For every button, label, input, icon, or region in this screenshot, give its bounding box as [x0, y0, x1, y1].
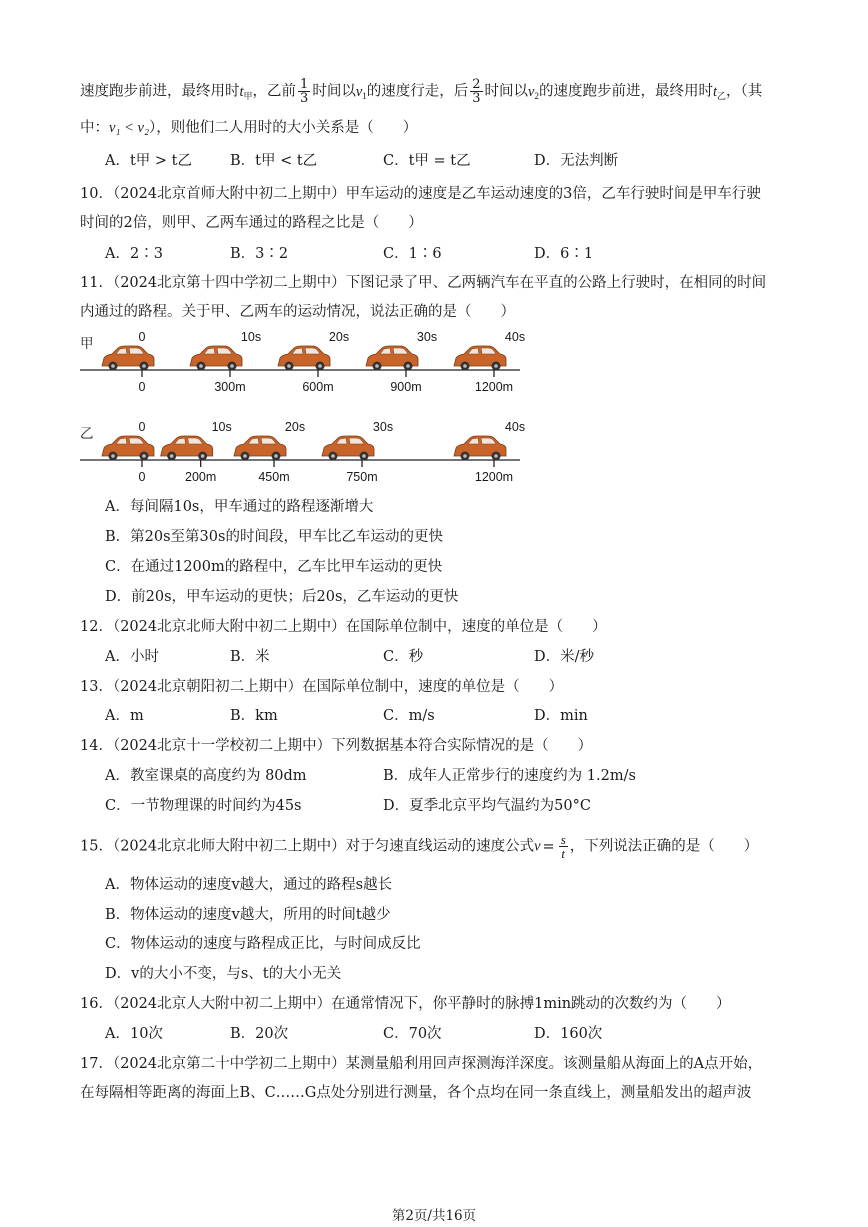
jia-distance-label: 600m	[302, 380, 334, 394]
q10-option-c: C．1∶6	[383, 246, 442, 262]
jia-time-label: 30s	[416, 330, 438, 344]
q11-option-c: C．在通过1200m的路程中，乙车比甲车运动的更快	[105, 559, 443, 575]
fraction-s-over-t: $\frac{s}{t}$	[560, 832, 566, 861]
jia-car	[366, 346, 418, 371]
q15-line-1: 15．（2024北京北师大附中初二上期中）对于匀速直线运动的速度公式v = $\frac{s}{t}$ ，下列说法正确的是（ ）	[80, 832, 759, 861]
q16-line-1: 16．（2024北京人大附中初二上期中）在通常情况下，你平静时的脉搏1min跳动的次数约为（ ）	[80, 996, 731, 1012]
yi-distance-label: 1200m	[474, 470, 514, 484]
jia-distance-label: 300m	[214, 380, 246, 394]
fraction-one-third: $\frac{1}{3}$	[300, 77, 309, 106]
v-inequality: v₁ < v₂	[109, 120, 149, 136]
q17-line-2: 在每隔相等距离的海面上B、C……G点处分别进行测量，各个点均在同一条直线上，测量船发出的超声波	[80, 1085, 752, 1101]
jia-track	[80, 330, 525, 394]
q16-option-b: B．20次	[230, 1026, 289, 1042]
q13-line-1: 13．（2024北京朝阳初二上期中）在国际单位制中，速度的单位是（ ）	[80, 679, 564, 695]
yi-car	[322, 436, 374, 461]
jia-car	[454, 346, 506, 371]
v-symbol: v	[534, 838, 541, 855]
jia-car	[190, 346, 242, 371]
q12-option-b: B．米	[230, 649, 270, 665]
jia-label: 甲	[80, 336, 94, 351]
page-footer: 第2页/共16页	[391, 1208, 477, 1224]
q15-option-d: D．v的大小不变，与s、t的大小无关	[105, 966, 342, 982]
yi-car	[454, 436, 506, 461]
jia-time-label: 40s	[504, 330, 526, 344]
q9-line-2: 中：v₁ < v₂），则他们二人用时的大小关系是（ ）	[80, 120, 418, 136]
q13-option-c: C．m/s	[383, 708, 435, 724]
yi-car	[161, 436, 213, 461]
car-motion-figure	[76, 326, 536, 496]
q14-option-b: B．成年人正常步行的速度约为 1.2m/s	[383, 768, 636, 784]
yi-distance-label: 200m	[185, 470, 217, 484]
v1-symbol: $v_1$	[355, 83, 367, 101]
q11-line-2: 内通过的路程。关于甲、乙两车的运动情况，说法正确的是（ ）	[80, 304, 515, 320]
jia-distance-label: 0	[138, 380, 146, 394]
yi-time-label: 0	[138, 420, 146, 434]
q10-line-2: 时间的2倍，则甲、乙两车通过的路程之比是（ ）	[80, 215, 423, 231]
q9-option-b: B．t甲 < t乙	[230, 153, 318, 169]
jia-car	[278, 346, 330, 371]
q9-line-1: 速度跑步前进，最终用时$t_甲$，乙前 $\frac{1}{3}$ 时间以$v_1$的速度行走，后 $\frac{2}{3}$ 时间以$v_2$的速度跑步前进，最终用时$t_乙$，（其	[80, 77, 763, 106]
q9-option-a: A．t甲 > t乙	[105, 153, 192, 169]
yi-time-label: 40s	[504, 420, 526, 434]
q14-line-1: 14．（2024北京十一学校初二上期中）下列数据基本符合实际情况的是（ ）	[80, 738, 593, 754]
q10-option-a: A．2∶3	[105, 246, 163, 262]
q12-option-d: D．米/秒	[534, 649, 595, 665]
q10-option-b: B．3∶2	[230, 246, 289, 262]
yi-distance-label: 0	[138, 470, 146, 484]
q11-line-1: 11．（2024北京第十四中学初二上期中）下图记录了甲、乙两辆汽车在平直的公路上行驶时，在相同的时间	[80, 275, 767, 291]
jia-distance-label: 900m	[390, 380, 422, 394]
q11-option-d: D．前20s，甲车运动的更快；后20s，乙车运动的更快	[105, 589, 459, 605]
q15-option-a: A．物体运动的速度v越大，通过的路程s越长	[105, 877, 393, 893]
t-yi-symbol: $t_乙$	[712, 83, 727, 101]
q9-option-c: C．t甲 = t乙	[383, 153, 471, 169]
v2-symbol: $v_2$	[528, 83, 539, 101]
q15-option-b: B．物体运动的速度v越大，所用的时间t越少	[105, 907, 391, 923]
q14-option-c: C．一节物理课的时间约为45s	[105, 798, 302, 814]
q9-text: 速度跑步前进，最终用时	[80, 83, 240, 100]
jia-distance-label: 1200m	[474, 380, 514, 394]
equals-sign: =	[542, 838, 555, 855]
jia-car	[102, 346, 154, 371]
yi-car	[234, 436, 286, 461]
q12-line-1: 12．（2024北京北师大附中初二上期中）在国际单位制中，速度的单位是（ ）	[80, 619, 607, 635]
yi-distance-label: 750m	[346, 470, 378, 484]
q12-option-c: C．秒	[383, 649, 424, 665]
q13-option-a: A．m	[105, 708, 144, 724]
yi-time-label: 30s	[372, 420, 394, 434]
q13-option-b: B．km	[230, 708, 278, 724]
yi-distance-label: 450m	[258, 470, 290, 484]
q14-option-a: A．教室课桌的高度约为 80dm	[105, 768, 307, 784]
q12-option-a: A．小时	[105, 649, 159, 665]
jia-time-label: 20s	[328, 330, 350, 344]
q11-option-a: A．每间隔10s，甲车通过的路程逐渐增大	[105, 499, 374, 515]
yi-label: 乙	[80, 426, 94, 441]
q17-line-1: 17．（2024北京第二十中学初二上期中）某测量船利用回声探测海洋深度。该测量船从海面上的A点开始，	[80, 1056, 763, 1072]
q14-option-d: D．夏季北京平均气温约为50°C	[383, 798, 591, 814]
yi-time-label: 10s	[211, 420, 232, 434]
fraction-two-thirds: $\frac{2}{3}$	[472, 77, 481, 106]
q16-option-d: D．160次	[534, 1026, 603, 1042]
t-jia-symbol: $t_甲$	[239, 83, 253, 101]
yi-car	[102, 436, 154, 461]
q11-option-b: B．第20s至第30s的时间段，甲车比乙车运动的更快	[105, 529, 443, 545]
q15-option-c: C．物体运动的速度与路程成正比，与时间成反比	[105, 936, 421, 952]
jia-time-label: 0	[138, 330, 146, 344]
q10-line-1: 10．（2024北京首师大附中初二上期中）甲车运动的速度是乙车运动速度的3倍，乙车行驶时间是甲车行驶	[80, 186, 761, 202]
q16-option-c: C．70次	[383, 1026, 442, 1042]
yi-time-label: 20s	[284, 420, 306, 434]
q13-option-d: D．min	[534, 708, 588, 724]
q9-option-d: D．无法判断	[534, 153, 619, 169]
q16-option-a: A．10次	[105, 1026, 163, 1042]
yi-track	[80, 420, 525, 484]
jia-time-label: 10s	[240, 330, 262, 344]
q10-option-d: D．6∶1	[534, 246, 594, 262]
